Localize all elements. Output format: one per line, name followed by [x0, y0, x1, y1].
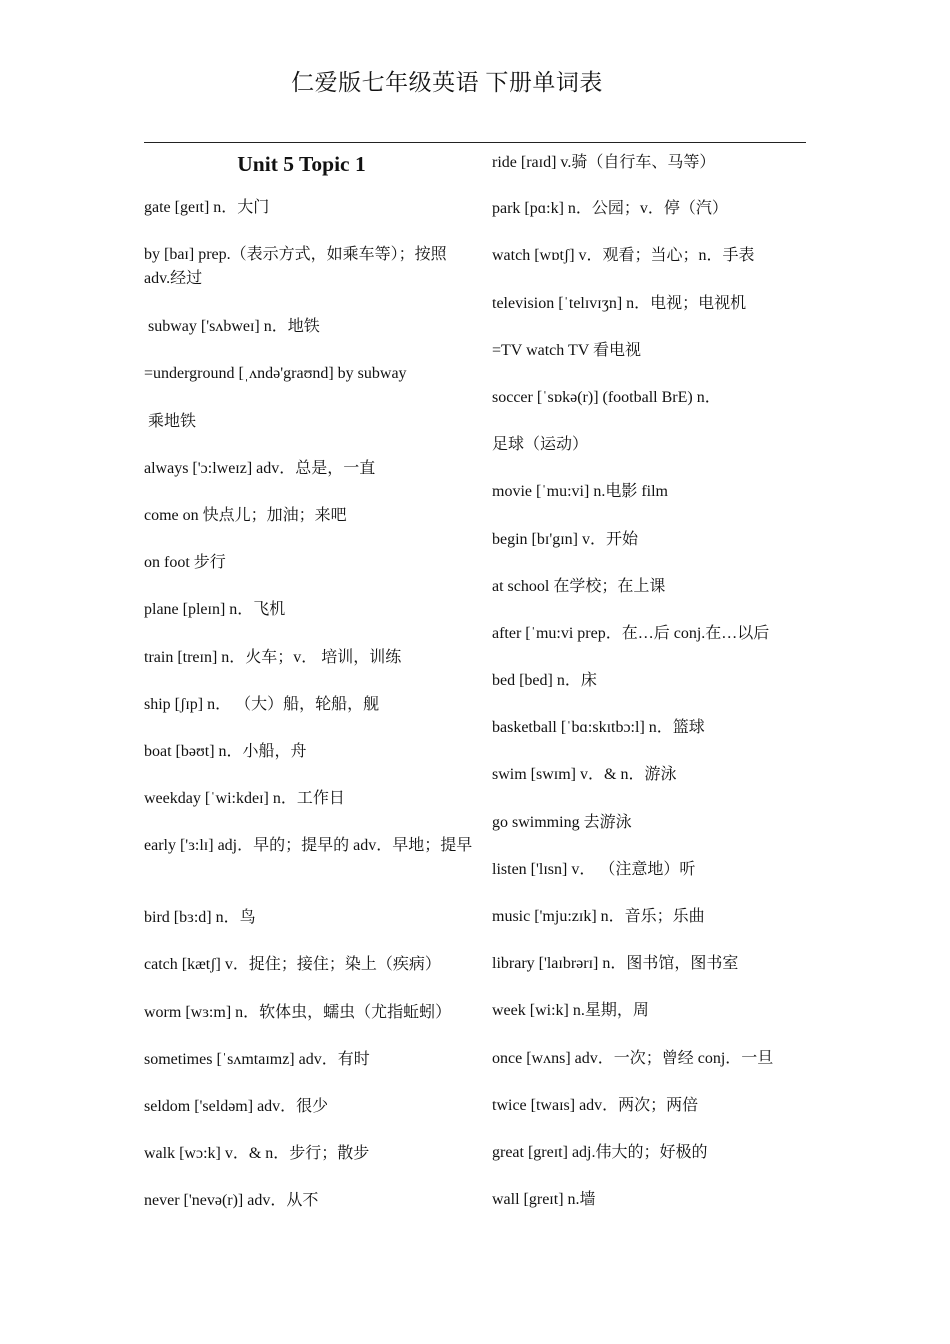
- left-column: [144, 150, 474, 1237]
- vocab-entry: at school 在学校；在上课: [492, 577, 666, 595]
- vocab-entry: catch [kætʃ] v．捉住；接住；染上（疾病）: [144, 956, 441, 974]
- vocab-entry: television [ˈtelɪvɪʒn] n．电视；电视机: [492, 294, 747, 312]
- vocab-entry: gate [geɪt] n．大门: [144, 199, 270, 216]
- vocab-entry: music ['mju:zɪk] n．音乐；乐曲: [492, 908, 705, 925]
- vocab-entry: =TV watch TV 看电视: [492, 341, 642, 359]
- vocab-entry: 足球（运动）: [492, 436, 589, 454]
- vocab-entry: soccer [ˈsɒkə(r)] (football BrE) n．: [492, 388, 721, 406]
- vocab-entry: park [pɑ:k] n．公园；v．停（汽）: [492, 200, 728, 218]
- vocab-entry: begin [bɪ'gɪn] v．开始: [492, 530, 638, 548]
- vocab-entry: movie [ˈmu:vi] n.电影 film: [492, 483, 668, 501]
- vocab-entry: always ['ɔ:lweɪz] adv．总是，一直: [144, 459, 376, 477]
- vocab-entry: swim [swɪm] v．& n．游泳: [492, 766, 677, 784]
- vocab-entry: wall [greɪt] n.墙: [492, 1191, 596, 1209]
- vocab-entry: ship [ʃɪp] n． （大）船，轮船，舰: [144, 695, 380, 713]
- title-divider: [144, 142, 806, 143]
- vocab-entry: library ['laɪbrərɪ] n．图书馆，图书室: [492, 955, 739, 973]
- vocab-entry: once [wʌns] adv．一次；曾经 conj．一旦: [492, 1049, 774, 1067]
- section-heading: Unit 5 Topic 1: [237, 152, 366, 176]
- vocab-entry: bed [bed] n．床: [492, 672, 597, 690]
- document-title: 仁爱版七年级英语 下册单词表: [291, 70, 603, 95]
- vocab-entry: basketball [ˈbɑ:skɪtbɔ:l] n．篮球: [492, 719, 705, 737]
- vocab-entry: =underground [ˌʌndə'graʊnd] by subway: [144, 365, 407, 383]
- vocab-entry: go swimming 去游泳: [492, 813, 632, 831]
- vocab-entry: bird [bɜ:d] n．鸟: [144, 909, 256, 927]
- vocab-entry: train [treɪn] n．火车；v． 培训，训练: [144, 648, 402, 666]
- vocab-entry: after [ˈmu:vi prep．在…后 conj.在…以后: [492, 624, 770, 642]
- vocab-entry: watch [wɒtʃ] v．观看；当心；n．手表: [492, 247, 755, 265]
- vocab-entry: plane [pleɪn] n．飞机: [144, 601, 286, 619]
- vocab-entry: ride [raɪd] v.骑（自行车、马等）: [492, 154, 716, 171]
- vocab-entry: boat [bəʊt] n．小船，舟: [144, 742, 307, 760]
- vocab-entry: subway ['sʌbweɪ] n．地铁: [144, 318, 320, 336]
- vocab-entry: listen ['lɪsn] v． （注意地）听: [492, 860, 696, 878]
- vocab-entry: great [greɪt] adj.伟大的；好极的: [492, 1143, 708, 1161]
- vocab-entry: twice [twaɪs] adv．两次；两倍: [492, 1096, 699, 1114]
- vocab-entry: early ['ɜ:lɪ] adj．早的；提早的 adv．早地；提早: [144, 837, 473, 855]
- vocab-entry: seldom ['seldəm] adv．很少: [144, 1098, 329, 1115]
- right-column: [492, 150, 822, 1235]
- vocab-entry: walk [wɔ:k] v．& n．步行；散步: [144, 1145, 370, 1163]
- vocab-entry: by [baɪ] prep.（表示方式，如乘车等）；按照 adv.经过: [144, 246, 447, 288]
- vocab-entry: weekday [ˈwi:kdeɪ] n．工作日: [144, 790, 345, 808]
- vocab-entry: on foot 步行: [144, 554, 226, 572]
- vocab-entry: 乘地铁: [144, 412, 197, 430]
- vocab-entry: never ['nevə(r)] adv．从不: [144, 1192, 319, 1210]
- vocab-entry: week [wi:k] n.星期，周: [492, 1002, 649, 1020]
- vocab-entry: sometimes [ˈsʌmtaɪmz] adv．有时: [144, 1050, 370, 1068]
- vocab-entry: worm [wɜ:m] n．软体虫，蠕虫（尤指蚯蚓）: [144, 1003, 452, 1021]
- vocab-entry: come on 快点儿；加油；来吧: [144, 506, 347, 524]
